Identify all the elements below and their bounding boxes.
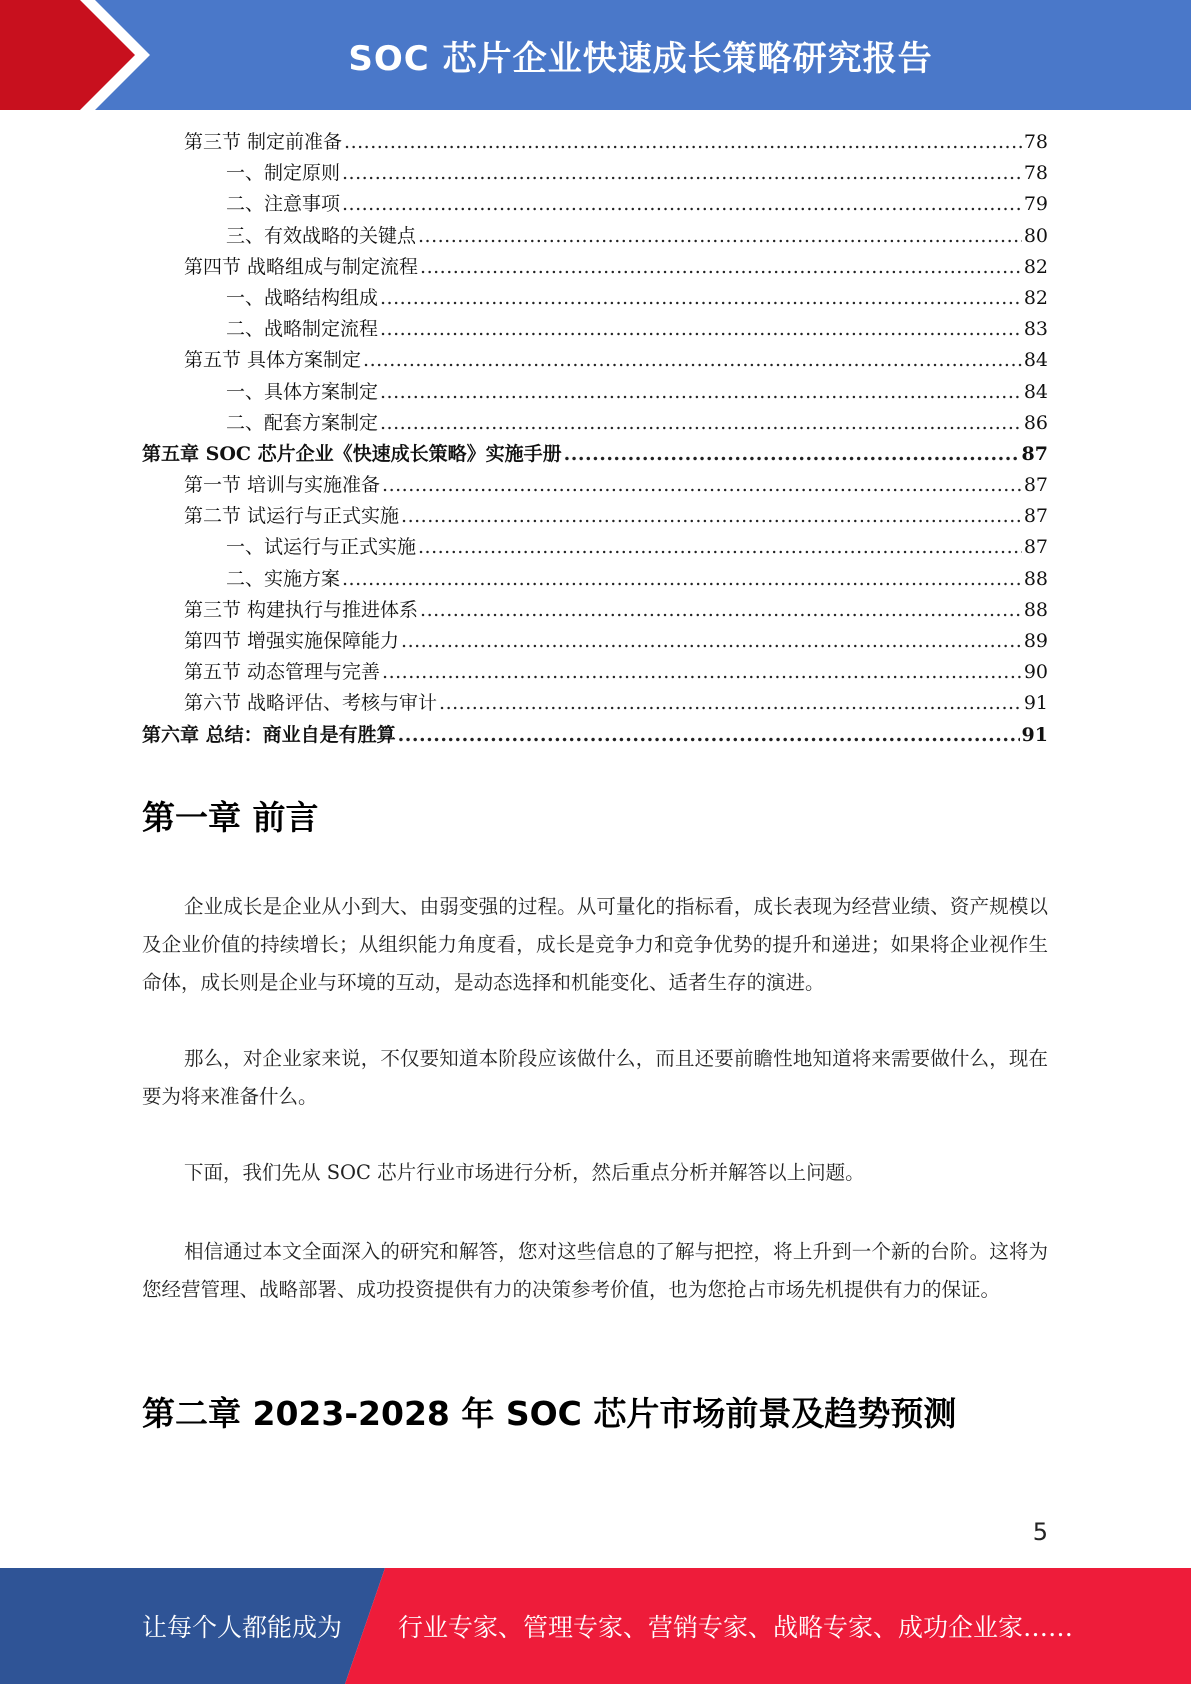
toc-entry-page: 87 <box>1023 474 1048 497</box>
toc-entry-label: 第六章 总结：商业自是有胜算 <box>142 723 396 746</box>
toc-dot-leader <box>380 314 1022 345</box>
toc-dot-leader <box>382 657 1022 688</box>
toc-entry-label: 三、有效战略的关键点 <box>226 224 417 247</box>
toc-entry[interactable] <box>142 408 1048 439</box>
toc-entry-page: 79 <box>1023 193 1048 216</box>
toc-dot-leader <box>420 252 1022 283</box>
toc-entry-label: 第五章 SOC 芯片企业《快速成长策略》实施手册 <box>142 442 562 465</box>
toc-dot-leader <box>380 408 1022 439</box>
toc-dot-leader <box>418 221 1022 252</box>
toc-dot-leader <box>363 345 1022 376</box>
toc-entry-page: 91 <box>1023 692 1048 715</box>
toc-dot-leader <box>420 595 1022 626</box>
toc-entry[interactable] <box>142 345 1048 376</box>
intro-paragraph-4: 相信通过本文全面深入的研究和解答，您对这些信息的了解与把控，将上升到一个新的台阶。这将为您经营管理、战略部署、成功投资提供有力的决策参考价值，也为您抢占市场先机提供有力的保证。 <box>142 1240 1048 1301</box>
toc-entry-page: 83 <box>1023 318 1048 341</box>
toc-entry[interactable] <box>142 720 1048 751</box>
footer-slogan-left: 让每个人都能成为 <box>142 1613 343 1642</box>
toc-entry[interactable] <box>142 564 1048 595</box>
toc-entry[interactable] <box>142 470 1048 501</box>
toc-entry[interactable] <box>142 501 1048 532</box>
toc-dot-leader <box>401 501 1022 532</box>
toc-entry[interactable] <box>142 252 1048 283</box>
toc-entry-label: 一、试运行与正式实施 <box>226 536 417 559</box>
chapter-1-heading: 第一章 前言 <box>142 798 319 837</box>
toc-entry-label: 一、具体方案制定 <box>226 380 379 403</box>
toc-entry-page: 87 <box>1023 536 1048 559</box>
toc-dot-leader <box>418 532 1022 563</box>
intro-paragraph-3: 下面，我们先从 SOC 芯片行业市场进行分析，然后重点分析并解答以上问题。 <box>184 1161 865 1184</box>
toc-entry-page: 86 <box>1023 411 1048 434</box>
page-footer <box>0 1568 1191 1684</box>
toc-entry-page: 78 <box>1023 162 1048 185</box>
toc-entry[interactable] <box>142 626 1048 657</box>
toc-dot-leader <box>401 626 1022 657</box>
toc-entry[interactable] <box>142 439 1048 470</box>
toc-entry-page: 84 <box>1023 349 1048 372</box>
toc-entry-page: 88 <box>1023 598 1048 621</box>
toc-entry-label: 第三节 制定前准备 <box>184 131 343 153</box>
toc-entry[interactable] <box>142 657 1048 688</box>
toc-entry[interactable] <box>142 532 1048 563</box>
toc-entry[interactable] <box>142 189 1048 220</box>
toc-dot-leader <box>342 564 1022 595</box>
toc-entry-page: 90 <box>1023 661 1048 684</box>
toc-dot-leader <box>439 688 1022 719</box>
chevron-arrow-icon <box>0 0 150 110</box>
toc-entry-label: 第四节 增强实施保障能力 <box>184 630 400 652</box>
toc-entry-page: 89 <box>1023 630 1048 652</box>
toc-entry[interactable] <box>142 221 1048 252</box>
footer-slogan-right: 行业专家、管理专家、营销专家、战略专家、成功企业家…… <box>398 1613 1074 1642</box>
toc-entry-label: 二、注意事项 <box>226 193 341 216</box>
toc-entry-page: 91 <box>1021 723 1048 746</box>
toc-entry[interactable] <box>142 377 1048 408</box>
toc-entry-label: 二、实施方案 <box>226 567 341 590</box>
toc-dot-leader <box>380 377 1022 408</box>
toc-dot-leader <box>398 720 1020 751</box>
toc-entry-label: 第二节 试运行与正式实施 <box>184 505 400 528</box>
toc-entry[interactable] <box>142 314 1048 345</box>
toc-entry-label: 二、配套方案制定 <box>226 411 379 434</box>
toc-dot-leader <box>382 470 1022 501</box>
toc-entry-label: 第六节 战略评估、考核与审计 <box>184 692 438 715</box>
toc-entry-page: 80 <box>1023 224 1048 247</box>
toc-entry[interactable] <box>142 127 1048 158</box>
toc-entry[interactable] <box>142 595 1048 626</box>
page-header <box>0 0 1191 110</box>
toc-dot-leader <box>342 158 1022 189</box>
toc-dot-leader <box>564 439 1020 470</box>
toc-entry-label: 第四节 战略组成与制定流程 <box>184 255 419 278</box>
toc-entry-page: 87 <box>1021 442 1048 465</box>
toc-entry-page: 82 <box>1023 255 1048 278</box>
toc-entry-label: 第五节 具体方案制定 <box>184 349 362 372</box>
intro-paragraph-2: 那么，对企业家来说，不仅要知道本阶段应该做什么，而且还要前瞻性地知道将来需要做什么，现在要为将来准备什么。 <box>142 1047 1048 1108</box>
intro-paragraph-1: 企业成长是企业从小到大、由弱变强的过程。从可量化的指标看，成长表现为经营业绩、资产规模以及企业价值的持续增长；从组织能力角度看，成长是竞争力和竞争优势的提升和递进；如果将企业视作生命体，成长则是企业与环境的互动，是动态选择和机能变化、适者生存的演进。 <box>142 895 1048 994</box>
toc-entry[interactable] <box>142 158 1048 189</box>
toc-dot-leader <box>344 127 1022 158</box>
toc-dot-leader <box>342 189 1022 220</box>
toc-entry-label: 一、战略结构组成 <box>226 286 379 309</box>
toc-entry-page: 88 <box>1023 567 1048 590</box>
chapter-2-heading: 第二章 2023-2028 年 SOC 芯片市场前景及趋势预测 <box>142 1394 957 1433</box>
report-title: SOC 芯片企业快速成长策略研究报告 <box>348 38 933 79</box>
toc-entry-label: 第一节 培训与实施准备 <box>184 474 381 497</box>
toc-dot-leader <box>380 283 1022 314</box>
toc-entry-page: 82 <box>1023 286 1048 309</box>
toc-entry-label: 第五节 动态管理与完善 <box>184 661 381 684</box>
toc-entry-page: 87 <box>1023 505 1048 528</box>
toc-entry-page: 78 <box>1023 131 1048 153</box>
toc-entry-label: 二、战略制定流程 <box>226 318 379 341</box>
toc-entry-label: 一、制定原则 <box>226 162 341 185</box>
toc-entry[interactable] <box>142 283 1048 314</box>
page-number: 5 <box>1032 1518 1048 1546</box>
table-of-contents <box>142 127 1048 751</box>
toc-entry[interactable] <box>142 688 1048 719</box>
toc-entry-page: 84 <box>1023 380 1048 403</box>
toc-entry-label: 第三节 构建执行与推进体系 <box>184 598 419 621</box>
